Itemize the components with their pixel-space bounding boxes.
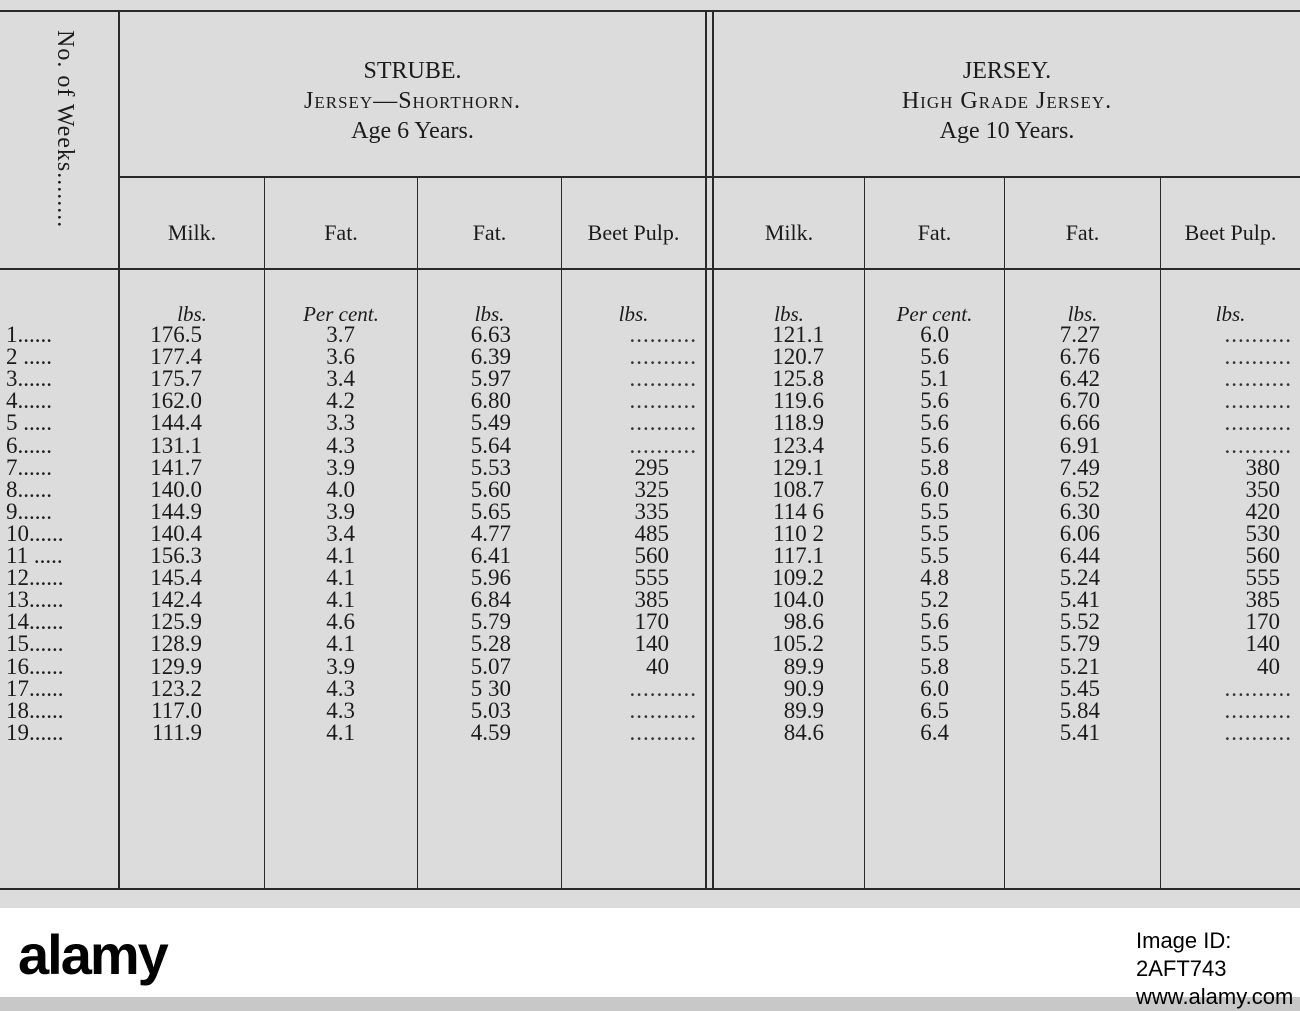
column-unit: lbs. [177,302,207,326]
column-header: Fat. [917,220,952,245]
table-cell: 6.0 [920,322,949,347]
table-cell: 123.4 [772,432,824,458]
week-number: 18...... [6,697,64,723]
table-cell: 144.4 [150,410,202,436]
table-cell: 5.6 [920,432,949,458]
table-cell: 109.2 [772,565,824,591]
table-cell: 4.1 [326,631,355,657]
table-cell: 170 [1245,609,1280,635]
table-cell: 142.4 [150,587,202,613]
table-cell: 6.0 [920,476,949,502]
column-header: Fat. [1065,220,1100,245]
week-number: 4...... [6,388,52,414]
table-cell: 4.3 [326,432,355,458]
table-cell: 162.0 [150,388,202,414]
table-cell: 176.5 [150,322,202,347]
table-cell: 5.5 [920,520,949,546]
table-cell: 325 [634,476,669,502]
table-cell: 6.84 [470,587,511,613]
table-cell: 4.3 [326,675,355,701]
column-unit: lbs. [1067,302,1098,326]
table-cell: 5.79 [1059,631,1100,657]
column-unit: Per cent. [303,302,379,326]
table-cell: 4.77 [470,520,511,546]
table-cell: 118.9 [773,410,824,436]
table-cell: .......... [629,322,697,347]
table-cell: 144.9 [150,498,202,524]
week-number: 15...... [6,631,64,657]
column-header: Beet Pulp. [587,220,680,245]
table-cell: 5.45 [1059,675,1100,701]
table-cell: 6.76 [1059,344,1100,370]
column-unit: lbs. [618,302,649,326]
table-cell: .......... [1224,322,1292,347]
column-header: Beet Pulp. [1184,220,1277,245]
week-number: 10...... [6,520,64,546]
table-cell: 140.0 [150,476,202,502]
week-number: 7...... [6,454,52,480]
top-rule [0,10,1300,12]
table-cell: 120.7 [772,344,824,370]
week-number: 2 ..... [6,344,52,370]
table-cell: 385 [634,587,669,613]
table-cell: 4.1 [326,543,355,568]
table-cell: 90.9 [783,675,824,701]
site-url: www.alamy.com [1136,984,1294,1009]
table-cell: 3.4 [326,366,355,392]
table-cell: 5.5 [920,543,949,568]
table-cell: 5.24 [1059,565,1100,591]
table-cell: 6.66 [1059,410,1100,436]
table-cell: .......... [629,697,697,723]
table-cell: 5.53 [470,454,511,480]
table-cell: 5.8 [920,653,949,679]
table-cell: 385 [1245,587,1280,613]
table-cell: 5.5 [920,498,949,524]
bottom-rule [0,888,1300,890]
table-cell: 6.42 [1059,366,1100,392]
table-cell: 170 [634,609,669,635]
table-cell: 5.41 [1059,719,1100,745]
table-cell: 420 [1245,498,1280,524]
week-number: 5 ..... [6,410,52,436]
table-cell: .......... [1224,697,1292,723]
table-cell: .......... [1224,719,1292,745]
table-cell: 40 [646,653,669,679]
table-cell: 5.6 [920,388,949,414]
table-cell: 380 [1245,454,1280,480]
table-cell: 3.6 [326,344,355,370]
table-cell: 5.03 [470,697,511,723]
table-cell: 175.7 [150,366,202,392]
table-cell: 4.2 [326,388,355,414]
table-cell: 6.52 [1059,476,1100,502]
table-cell: 5.97 [470,366,511,392]
table-cell: 129.9 [150,653,202,679]
table-cell: 5.84 [1059,697,1100,723]
column-header: Milk. [167,220,217,245]
table-cell: 6.39 [470,344,511,370]
table-cell: 4.1 [326,719,355,745]
column-unit: lbs. [474,302,505,326]
table-cell: 6.06 [1059,520,1100,546]
table-cell: 6.0 [920,675,949,701]
table-cell: 3.3 [326,410,355,436]
strube-age: Age 6 Years. [351,118,474,144]
jersey-title: JERSEY. [962,58,1052,84]
table-cell: 6.80 [470,388,511,414]
table-cell: .......... [1224,366,1292,392]
week-number: 19...... [6,719,64,745]
jersey-breed: High Grade Jersey. [901,88,1113,114]
table-cell: 4.0 [326,476,355,502]
table-cell: 5.1 [920,366,949,392]
stock-info [1136,927,1300,1011]
strube-breed: Jersey—Shorthorn. [304,88,521,114]
table-cell: 4.59 [470,719,511,745]
table-cell: 5.07 [470,653,511,679]
table-cell: 125.9 [150,609,202,635]
table-cell: 485 [634,520,669,546]
table-cell: 6.91 [1059,432,1100,458]
table-cell: 119.6 [773,388,824,414]
table-cell: 5.6 [920,344,949,370]
table-cell: 131.1 [150,432,202,458]
table-cell: .......... [1224,344,1292,370]
table-cell: .......... [629,388,697,414]
table-cell: 141.7 [150,454,202,480]
table-cell: 7.27 [1059,322,1100,347]
table-cell: 6.44 [1059,543,1100,568]
table-cell: 6.41 [470,543,511,568]
group-divider-a [705,10,707,888]
table-cell: 5.79 [470,609,511,635]
table-cell: 4.1 [326,587,355,613]
table-cell: .......... [1224,388,1292,414]
stock-footer [0,908,1300,997]
table-cell: 5.64 [470,432,511,458]
table-cell: 555 [1245,565,1280,591]
week-number: 3...... [6,366,52,392]
table-cell: 177.4 [150,344,202,370]
table-cell: 295 [634,454,669,480]
table-cell: 108.7 [772,476,824,502]
week-number: 16...... [6,653,64,679]
jersey-age: Age 10 Years. [939,118,1075,144]
table-cell: 117.0 [151,697,202,723]
column-unit: Per cent. [896,302,973,326]
table-cell: 156.3 [150,543,202,568]
table-cell: 3.9 [326,454,355,480]
table-cell: 5.5 [920,631,949,657]
table-cell: 5.96 [470,565,511,591]
table-cell: 5.28 [470,631,511,657]
alamy-logo: alamy [18,923,167,986]
table-cell: 5.6 [920,410,949,436]
table-cell: 5.65 [470,498,511,524]
table-cell: 3.7 [326,322,355,347]
table-cell: 140 [1245,631,1280,657]
table-cell: .......... [629,344,697,370]
table-cell: 6.63 [470,322,511,347]
table-cell: 530 [1245,520,1280,546]
table-cell: 3.9 [326,498,355,524]
image-id: Image ID: 2AFT743 [1136,928,1232,981]
table-cell: 560 [634,543,669,568]
table-cell: 111.9 [151,719,202,745]
week-number: 6...... [6,432,52,458]
table-cell: .......... [629,432,697,458]
table-cell: 121.1 [772,322,824,347]
week-number: 9...... [6,498,52,524]
table-cell: 4.8 [920,565,949,591]
table-cell: 350 [1245,476,1280,502]
table-cell: 5.60 [470,476,511,502]
strube-title: STRUBE. [363,58,462,84]
table-cell: 129.1 [772,454,824,480]
column-header-rule [0,268,1300,270]
table-cell: .......... [629,675,697,701]
table-cell: 145.4 [150,565,202,591]
strube-header [120,56,705,146]
table-cell: 4.6 [326,609,355,635]
table-cell: 3.4 [326,520,355,546]
table-cell: 5.2 [920,587,949,613]
week-number: 11 ..... [6,543,63,568]
week-number: 13...... [6,587,64,613]
table-cell: 335 [634,498,669,524]
table-cell: 40 [1257,653,1280,679]
jersey-header [714,56,1300,146]
week-number: 1...... [6,322,52,347]
column-header: Milk. [764,220,814,245]
week-number: 12...... [6,565,64,591]
table-cell: 125.8 [772,366,824,392]
table-cell: .......... [629,366,697,392]
table-cell: 6.30 [1059,498,1100,524]
table-cell: 5.49 [470,410,511,436]
table-cell: 98.6 [783,609,824,635]
table-cell: 4.1 [326,565,355,591]
table-cell: 117.1 [773,543,824,568]
table-cell: .......... [1224,410,1292,436]
table-cell: 140 [634,631,669,657]
table-cell: .......... [1224,675,1292,701]
table-cell: 5.41 [1059,587,1100,613]
column-unit: lbs. [1215,302,1246,326]
week-number: 14...... [6,609,64,635]
table-cell: 4.3 [326,697,355,723]
table-cell: 84.6 [783,719,824,745]
table-cell: 6.70 [1059,388,1100,414]
table-cell: 5.8 [920,454,949,480]
table-cell: 5.52 [1059,609,1100,635]
table-cell: 560 [1245,543,1280,568]
table-cell: 104.0 [772,587,824,613]
table-cell: 5.6 [920,609,949,635]
table-cell: .......... [1224,432,1292,458]
table-cell: 3.9 [326,653,355,679]
table-cell: 140.4 [150,520,202,546]
week-number: 17...... [6,675,64,701]
table-cell: .......... [629,719,697,745]
group-header-rule [118,176,1300,178]
table-cell: 89.9 [783,697,824,723]
column-unit: lbs. [774,302,804,326]
table-cell: 105.2 [772,631,824,657]
table-cell: 89.9 [783,653,824,679]
table-cell: 110 2 [773,520,824,546]
table-cell: 128.9 [150,631,202,657]
table-cell: .......... [629,410,697,436]
column-header: Fat. [324,220,358,245]
week-number: 8...... [6,476,52,502]
column-header: Fat. [472,220,507,245]
table-cell: 7.49 [1059,454,1100,480]
table-cell: 5.21 [1059,653,1100,679]
table-cell: 6.4 [920,719,949,745]
table-cell: 555 [634,565,669,591]
row-header-label: No. of Weeks........ [52,30,78,229]
table-cell: 5 30 [470,675,511,701]
table-cell: 6.5 [920,697,949,723]
table-cell: 114 6 [773,498,824,524]
table-cell: 123.2 [150,675,202,701]
